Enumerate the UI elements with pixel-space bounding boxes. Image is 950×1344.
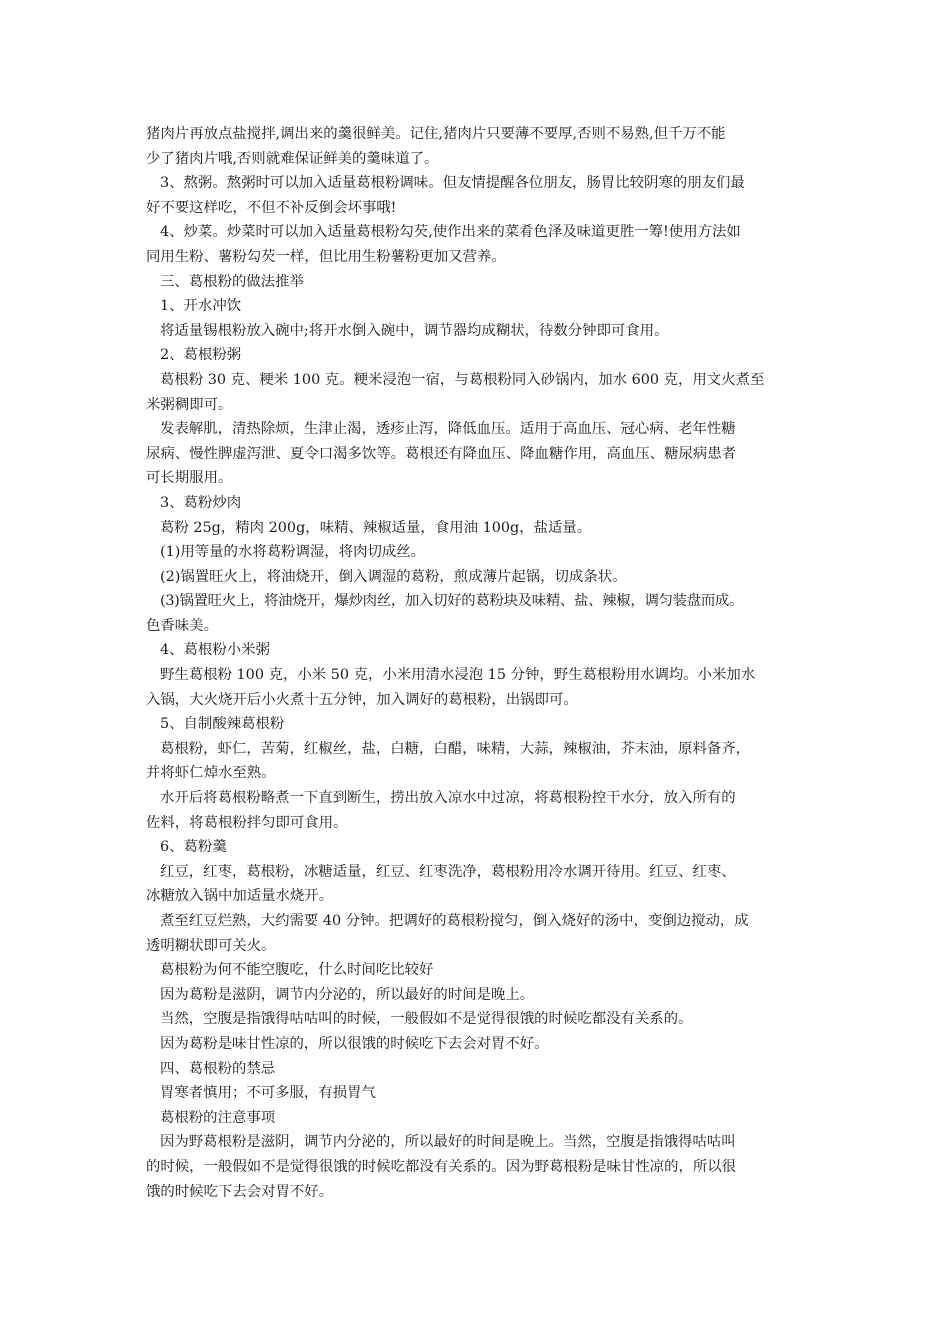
text-line: (3)锅置旺火上，将油烧开，爆炒肉丝，加入切好的葛粉块及味精、盐、辣椒，调匀装盘而成。 [160, 593, 744, 610]
text-line: 并将虾仁焯水至熟。 [146, 765, 276, 782]
text-line: 煮至红豆烂熟，大约需要 40 分钟。把调好的葛根粉搅匀，倒入烧好的汤中，变倒边搅动，成 [160, 913, 749, 929]
text-line: 3、熬粥。熬粥时可以加入适量葛根粉调味。但友情提醒各位朋友，肠胃比较阴寒的朋友们最 [160, 175, 745, 192]
document-body [146, 122, 826, 1204]
subsection-heading: 1、开水冲饮 [160, 298, 242, 315]
subsection-heading: 3、葛粉炒肉 [160, 494, 242, 511]
subsection-heading: 5、自制酸辣葛根粉 [160, 716, 285, 733]
text-line: (1)用等量的水将葛粉调湿，将肉切成丝。 [160, 544, 426, 561]
text-line: 葛粉 25g，精肉 200g，味精、辣椒适量，食用油 100g，盐适量。 [160, 519, 592, 536]
text-line: 红豆，红枣，葛根粉，冰糖适量，红豆、红枣洗净，葛根粉用冷水调开待用。红豆、红枣、 [160, 863, 736, 880]
text-line: 尿病、慢性脾虚泻泄、夏令口渴多饮等。葛根还有降血压、降血糖作用，高血压、糖尿病患者 [146, 445, 737, 462]
text-line: 将适量锡根粉放入碗中;将开水倒入碗中，调节器均成糊状，待数分钟即可食用。 [160, 322, 669, 339]
text-line: 葛根粉 30 克、粳米 100 克。粳米浸泡一宿，与葛根粉同入砂锅内，加水 600 克，用文火煮至 [160, 371, 765, 388]
text-line: 冰糖放入锅中加适量水烧开。 [146, 888, 334, 905]
text-line: (2)锅置旺火上，将油烧开，倒入调湿的葛粉，煎成薄片起锅，切成条状。 [160, 568, 627, 585]
text-line: 因为葛粉是滋阴，调节内分泌的，所以最好的时间是晚上。 [160, 986, 535, 1003]
text-line: 的时候，一般假如不是觉得很饿的时候吃都没有关系的。因为野葛根粉是味甘性凉的，所以很 [146, 1158, 737, 1175]
text-line: 野生葛根粉 100 克，小米 50 克，小米用清水浸泡 15 分钟，野生葛根粉用水调均。小米加水 [160, 667, 756, 684]
text-line: 发表解肌，清热除烦，生津止渴，透疹止泻，降低血压。适用于高血压、冠心病、老年性糖 [160, 421, 736, 438]
text-line: 水开后将葛根粉略煮一下直到断生，捞出放入凉水中过凉，将葛根粉控干水分，放入所有的 [160, 790, 736, 807]
text-line: 当然，空腹是指饿得咕咕叫的时候，一般假如不是觉得很饿的时候吃都没有关系的。 [160, 1011, 693, 1028]
text-line: 因为野葛根粉是滋阴，调节内分泌的，所以最好的时间是晚上。当然，空腹是指饿得咕咕叫 [160, 1134, 736, 1151]
text-line: 入锅，大火烧开后小火煮十五分钟，加入调好的葛根粉，出锅即可。 [146, 691, 578, 708]
section-heading: 四、葛根粉的禁忌 [160, 1060, 276, 1077]
subsection-heading: 2、葛根粉粥 [160, 347, 242, 364]
text-line: 米粥稠即可。 [146, 396, 233, 413]
text-line: 好不要这样吃，不但不补反倒会坏事哦! [146, 199, 397, 216]
text-line: 因为葛粉是味甘性凉的，所以很饿的时候吃下去会对胃不好。 [160, 1035, 549, 1052]
text-line: 透明糊状即可关火。 [146, 937, 276, 954]
subsection-heading: 葛根粉为何不能空腹吃，什么时间吃比较好 [160, 962, 434, 979]
text-line: 4、炒菜。炒菜时可以加入适量葛根粉勾芡,使作出来的菜肴色泽及味道更胜一筹!使用方法如 [160, 224, 741, 241]
subsection-heading: 6、葛粉羹 [160, 839, 227, 856]
text-line: 同用生粉、薯粉勾芡一样，但比用生粉薯粉更加又营养。 [146, 248, 506, 265]
section-heading: 三、葛根粉的做法推举 [160, 273, 304, 290]
text-line: 佐料，将葛根粉拌匀即可食用。 [146, 814, 348, 831]
text-line: 可长期服用。 [146, 470, 233, 487]
subsection-heading: 4、葛根粉小米粥 [160, 642, 270, 659]
text-line: 胃寒者慎用；不可多服，有损胃气 [160, 1085, 376, 1102]
text-line: 饿的时候吃下去会对胃不好。 [146, 1183, 334, 1200]
text-line: 少了猪肉片哦,否则就难保证鲜美的羹味道了。 [146, 150, 439, 167]
subsection-heading: 葛根粉的注意事项 [160, 1109, 276, 1126]
text-line: 葛根粉，虾仁，苦菊，红椒丝，盐，白糖，白醋，味精，大蒜，辣椒油，芥末油，原料备齐， [160, 740, 751, 757]
text-line: 猪肉片再放点盐搅拌,调出来的羹很鲜美。记住,猪肉片只要薄不要厚,否则不易熟,但千万不能 [146, 126, 726, 142]
text-line: 色香味美。 [146, 617, 218, 634]
